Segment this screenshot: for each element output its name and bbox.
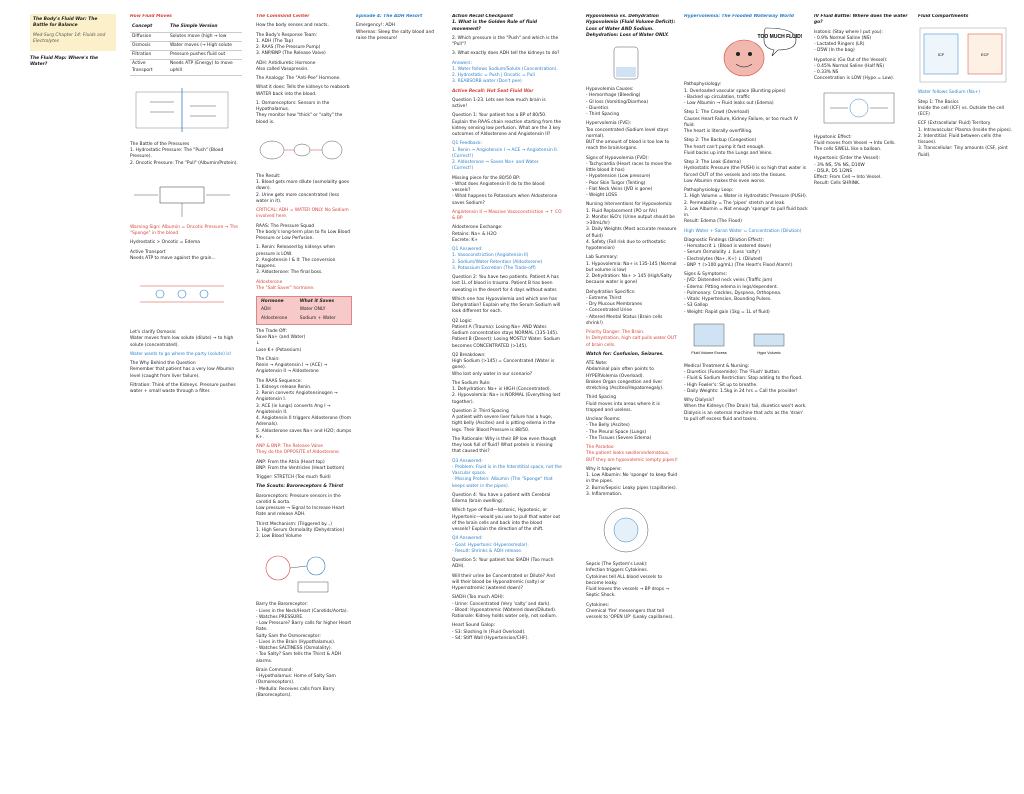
note-text: 1. Osmoreceptors: Sensors in the Hypothalamus. They monitor how "thick" or "salty" the blood is. xyxy=(256,100,343,125)
note-text: Barry the Baroreceptor: - Lives in the Neck/Heart (Carotids/Aorta). - Watches PRESSURE. - Low Pressure? Barry calls for higher Heart Rate. Salty Sam the Osmoreceptor: - Lives in the Brain (Hypothalamus). - Watches SALTINESS (Osmolality). - Too Salty? Sam tells the Thirst & ADH alarms. xyxy=(256,602,352,664)
section-heading: Active Recall: Hot Seat Fluid War xyxy=(452,88,534,94)
note-text: Will their urine be Concentrated or Dilute? And will their blood be Hyponatremic (salty) or Hypernatremic (watered down)? xyxy=(452,573,555,591)
column-hypervolemia xyxy=(684,14,808,794)
note-text: Warning Sign: Albumin = Oncotic Pressure → The "Sponge" in the blood xyxy=(130,224,238,236)
note-text: 2. Which pressure is the "Push" and which is the "Pull"? xyxy=(452,35,559,47)
note-text: The RAAS Sequence: 1. Kidneys release Renin. 2. Renin converts Angiotensinogen → Angiotensin I. 3. ACE (in lungs) converts Ang I → Angiotensin II. 4. Angiotensin II triggers Aldosterone (from Adrenals). 5. Aldosterone saves Na+ and H2O; dumps K+. xyxy=(256,378,352,440)
note-text: Action Recall Checkpoint 1. What is the Golden Rule of fluid movement? xyxy=(452,14,538,32)
note-text: Watch for: Confusion, Seizures. xyxy=(586,351,664,357)
note-text: The Rationale: Why is their BP low even though they look full of fluid? What protein is missing that caused this? xyxy=(452,436,557,455)
note-text: Hydrostatic > Oncotic = Edema xyxy=(130,240,201,246)
note-text: Brain Command: - Hypothalamus: Home of Salty Sam (Osmoreceptors). - Medulla: Receives calls from Barry (Baroreceptors). xyxy=(256,667,336,698)
section-heading: IV Fluid Battle: Where does the water go? xyxy=(814,14,908,26)
hypovolemia-sketch xyxy=(586,43,666,83)
column-title xyxy=(30,14,116,794)
table-cell: Diffusion xyxy=(130,32,168,41)
note-text: ECF (Extracellular Fluid) Territory 1. Intravascular: Plasma (Inside the pipes). 2. Interstitial: Fluid between cells (the tissues). 3. Transcellular: Tiny amounts (CSF, joint fluid). xyxy=(918,121,1013,158)
table-row xyxy=(130,60,242,76)
table-header-cell: Concept xyxy=(130,23,168,32)
note-text: Angiotensin II → Massive Vasoconstriction → ↑ CO & BP xyxy=(452,209,562,221)
note-text: ATE Note: Abdominal pain often points to HYPERVolemia (Overload). Broken Organ congestion and liver stretching (Ascites/Hepatomegaly). xyxy=(586,361,664,391)
note-text: Water wants to go where the party (solute) is! xyxy=(130,351,232,357)
column-hypovolemia xyxy=(586,14,678,794)
section-heading: The Fluid Map: Where's the Water? xyxy=(30,56,98,68)
note-text: The Result: 1. Blood gets more dilute (osmolality goes down). 2. Urine gets more concentrated (less water in it). xyxy=(256,173,350,204)
third-spacing-sketch xyxy=(586,502,666,558)
note-text: Active Transport Needs ATP to move against the grain... xyxy=(130,249,216,261)
figure-label: Fluid Volume Excess xyxy=(691,350,727,355)
table-row xyxy=(259,315,349,323)
note-text: The Trade Off: Save Na+ (and Water) ↓ Lose K+ (Potassium) xyxy=(256,328,306,353)
note-text: Why it happens: 1. Low Albumin: No 'sponge' to keep fluid in the pipes. 2. Burns/Sepsis: Leaky pipes (capillaries). 3. Inflammation. xyxy=(586,466,678,497)
note-text: Nursing Interventions for Hypovolemia: 1. Fluid Replacement (PO or IVs) 2. Monitor I&O's (Urine output should be >30mL/hr) 3. Daily Weights (Most accurate measure of fluid) 4. Safety (Fall risk due to orthostatic hypotension) xyxy=(586,202,677,251)
table-cell: Solutes move (high → low xyxy=(168,32,242,41)
note-text: ADH: Antidiuretic Hormone Also called Vasopressin. xyxy=(256,60,316,72)
pressure-sketch xyxy=(130,171,234,221)
note-text: The Scouts: Baroreceptors & Thirst xyxy=(256,484,344,490)
note-text: RAAS: The Pressure Squad The body's long-term plan to fix Low Blood Pressure or Low Perfusion. xyxy=(256,223,351,241)
flood-character-illustration xyxy=(684,24,802,78)
note-text: Question 3: Third Spacing A patient with severe liver failure has a huge, tight belly (Ascites) and is pitting edema in the legs. Their Blood Pressure is 88/50. xyxy=(452,408,556,433)
section-heading: How Fluid Moves xyxy=(130,14,172,19)
page-subtitle: Med-Surg Chapter 14: Fluids and Electrolytes xyxy=(33,32,106,44)
column-iv-fluids xyxy=(814,14,912,794)
section-heading: The Command Center xyxy=(256,14,310,19)
note-text: Question 4: You have a patient with Cerebral Edema (brain swelling). xyxy=(452,492,551,504)
table-header-row xyxy=(130,23,242,32)
note-text: Aldosterone The "Salt Saver" hormone. xyxy=(256,279,315,291)
note-text: Step 1: The Basics Inside the cell (ICF) vs. Outside the cell (ECF) xyxy=(918,99,1004,117)
note-text: Pathophysiology: 1. Overloaded vascular space (Bursting pipes) - Backed up circulation, traffic - Low Albumin → Fluid leaks out (Edema) xyxy=(684,82,786,106)
note-text: How the body senses and reacts. xyxy=(256,23,329,29)
note-text: ANP: From the Atria (Heart top) BNP: From the Ventricles (Heart bottom) xyxy=(256,459,345,471)
column-adh-resort xyxy=(356,14,442,794)
baroreceptor-sketch xyxy=(256,544,346,598)
table-row xyxy=(130,32,242,41)
page-title: The Body's Fluid War: The Battle for Balance xyxy=(33,17,98,29)
column-fluid-compartments xyxy=(918,14,1014,794)
concept-table xyxy=(130,23,242,76)
hormone-table xyxy=(256,296,352,325)
title-box xyxy=(30,14,116,51)
volume-comparison-sketch xyxy=(684,320,802,360)
table-header-row xyxy=(259,298,349,306)
note-text: Step 3: The Leak (Edema) Hydrostatic Pressure (the PUSH) is so high that water is forced OUT of the vessels and into the tissues. Low Albumin makes this even worse. xyxy=(684,160,807,184)
note-text: The Battle of the Pressures 1. Hydrostatic Pressure: The "Push" (Blood Pressure). 2. Oncotic Pressure: The "Pull" (Albumin/Protein). xyxy=(130,141,238,166)
note-text: Unclear Rooms: - The Belly (Ascites) - The Pleural Space (Lungs) - The Tissues (Severe Edema) xyxy=(586,417,652,441)
note-text: Dehydration Specifics: - Extreme Thirst - Dry Mucous Membranes - Concentrated Urine - Altered Mental Status (Brain cells shrink!) xyxy=(586,289,663,326)
adh-flow-sketch xyxy=(256,130,346,170)
table-cell: ADH xyxy=(261,307,271,313)
section-heading: Hypervolemia: The Flooded Waterway World xyxy=(684,14,794,19)
note-text: Q1 Feedback: 1. Renin → Angiotensin I → ACE → Angiotensin II. (Correct!) 2. Aldosterone → Saves Na+ and Water. (Correct!) xyxy=(452,141,559,172)
note-text: High Water + Saran Water = Concentration (Dilution) xyxy=(684,228,802,234)
note-text: The Why Behind the Question Remember that patient has a very low Albumin level (caught from liver failure). xyxy=(130,361,235,379)
table-cell: Aldosterone xyxy=(261,315,288,321)
note-text: Hypovolemia Causes: - Hemorrhage (Bleeding) - GI loss (Vomiting/Diarrhea) - Diuretics - Third Spacing xyxy=(586,87,649,117)
table-cell: Filtration xyxy=(130,51,168,60)
note-text: 3. What exactly does ADH tell the kidneys to do? xyxy=(452,51,560,57)
note-text: Hypervolemia (FVE): Too concentrated (Sodium level stays normal). BUT the amount of blood is too low to reach the brain/organs. xyxy=(586,121,670,152)
note-text: Priority Danger: The Brain. In Dehydration, high salt pulls water OUT of brain cells. xyxy=(586,330,677,348)
section-heading: Fluid Compartments xyxy=(918,14,969,19)
note-text: Step 2: The Backup (Congestion) The heart can't pump it fast enough. Fluid backs up into the Lungs and Veins. xyxy=(684,138,773,156)
note-text: Which type of fluid—Isotonic, Hypotonic, or Hypertonic—would you use to pull that water out of the brain cells and back into the blood vessels? Explain the direction of the shift. xyxy=(452,508,561,532)
note-text: Question 1: Your patient has a BP of 80/50. Explain the RAAS chain reaction starting from the kidney sensing low perfusion. What are the 3 key outcomes of Aldosterone and Angiotensin II? xyxy=(452,113,562,137)
table-cell: Active Transport xyxy=(130,60,168,76)
note-text: Q3 Answered: - Problem: Fluid is in the Interstitial space, not the Vascular space. - Missing Protein: Albumin (The "Sponge" that keeps water in the pipes). xyxy=(452,458,562,489)
figure-label: ECF xyxy=(981,52,989,58)
note-text: Signs & Symptoms: - JVD: Distended neck veins (Traffic jam) - Edema: Pitting edema in legs/dependent. - Pulmonary: Crackles, Dyspnea, Orthopnea. - Vitals: Hypertension, Bounding Pulses. - S3 Gallop - Weight: Rapid gain (1kg = 1L of fluid) xyxy=(684,272,782,315)
column-fluid-movement xyxy=(130,14,242,794)
iv-fluid-shift-sketch xyxy=(814,87,904,131)
note-text: Sepsis (The System's Leak): Infection triggers Cytokines. Cytokines tell ALL blood vessels to become leaky. Fluid leaves the vessels → BP drops → Septic Shock. xyxy=(586,562,670,599)
table-header-cell: The Simple Version xyxy=(168,23,242,32)
column-active-recall xyxy=(452,14,562,794)
table-header-cell: What it Saves xyxy=(299,299,335,304)
note-text: Q1 Answered: 1. Vasoconstriction (Angiotensin II) 2. Sodium/Water Retention (Aldosterone) 3. Potassium Excretion (The Trade-off) xyxy=(452,247,543,271)
note-text: Lab Summary: 1. Hypovolemia: Na+ is 135-145 (Normal but volume is low) 2. Dehydration: Na+ > 145 (High/Salty because water is gone) xyxy=(586,255,677,286)
table-cell: Sodium + Water xyxy=(299,315,336,321)
note-text: Trigger: STRETCH (Too much fluid) xyxy=(256,475,331,480)
note-text: Question 5: Your patient has SIADH (Too much ADH). xyxy=(452,558,554,570)
note-text: Water follows Sodium (Na+) xyxy=(918,90,981,96)
column-command-center xyxy=(256,14,352,794)
note-text: Diagnostic Findings (Dilution Effect): - Hematocrit ↓ (Blood is watered down) - Serum Osmolality ↓ (Less 'salty') - Electrolytes (Na+, K+) ↓ (Diluted) - BNP ↑ (>100 pg/mL) (The Heart's Flood Alarm!) xyxy=(684,237,793,268)
note-text: What it does: Tells the kidneys to reabsorb WATER back into the blood. xyxy=(256,85,350,97)
note-text: Thirst Mechanism: (Triggered by...) 1. High Serum Osmolality (Dehydration) 2. Low Blood Volume xyxy=(256,521,345,539)
note-text: Step 1: The Crowd (Overload) Causes Heart Failure, Kidney Failure, or too much IV fluid. The heart is literally overfilling. xyxy=(684,110,798,134)
compartments-diagram xyxy=(918,24,1008,86)
note-text: Medical Treatment & Nursing: - Diuretics (Furosemide): The 'Flush' button. - Fluid & Sodium Restriction: Stop adding to the flood. - High Fowler's: Sit up to breathe. - Daily Weights: 1.5kg in 24 hrs = Call the provider! xyxy=(684,363,803,394)
note-text: Which one has Hypovolemia and which one has Dehydration? Explain why the Serum Sodium will look different for each. xyxy=(452,296,561,315)
table-row xyxy=(130,51,242,60)
note-text: The Analogy: The "Anti-Pee" Hormone. xyxy=(256,76,341,81)
note-text: Q2 Logic: Patient A (Trauma): Losing Na+ AND Water. Sodium concentration stays NORMAL (135-145). Patient B (Desert): Losing MOSTLY Water. Sodium becomes CONCENTRATED (>145). xyxy=(452,318,561,349)
note-text: Aldosterone Exchange: Retains: Na+ & H2O Excrete: K+ xyxy=(452,225,503,243)
note-text: Let's clarify Osmosis: Water moves from low solute (dilute) → to high solute (concentrated). xyxy=(130,330,234,348)
note-text: Missing piece for the 80/50 BP: - What does Angiotensin II do to the blood vessels? - What happens to Potassium when Aldosterone saves Sodium? xyxy=(452,175,558,206)
note-text: Baroreceptors: Pressure sensors in the carotid & aorta. Low pressure → Signal to Increase Heart Rate and release ADH. xyxy=(256,493,345,518)
note-text: The Paradox: The patient looks swollen/edematous, BUT they are hypovolemic (empty pipes)! xyxy=(586,445,678,463)
note-text: Question 2: You have two patients. Patient A has lost 1L of blood in trauma. Patient B has been sweating in the desert for 4 days without water. xyxy=(452,275,559,293)
note-text: Cytokines: Chemical 'fire' messengers that tell vessels to 'OPEN UP' (Leaky capillaries). xyxy=(586,602,674,620)
note-text: Third Spacing Fluid moves into areas where it is trapped and useless. xyxy=(586,395,660,413)
table-cell: Osmosis xyxy=(130,41,168,50)
note-text: Why Dialysis? When the Kidneys (The Drain) fail, diuretics won't work. Dialysis is an external machine that acts as the 'drain' to pull off excess fluid and toxins. xyxy=(684,398,807,422)
figure-label: Hypo Volumic xyxy=(757,350,781,355)
section-heading: Episode 4: The ADH Resort xyxy=(356,14,423,19)
note-text: Hypotonic Effect: Fluid moves from Vessel → Into Cells. The cells SWELL like a balloon. xyxy=(814,134,896,152)
note-text: Filtration: Think of the Kidneys. Pressure pushes water + small waste through a filter. xyxy=(130,382,236,394)
table-cell: Water ONLY xyxy=(299,307,326,313)
note-text: Q4 Answered: - Goal: Hypertonic (Hyperosmolar). - Result: Shrinks & ADH release. xyxy=(452,536,529,554)
note-text: Q2 Breakdown: High Sodium (>145) = Concentrated (Water is gone). Who lost only water in our scenario? xyxy=(452,352,555,377)
figure-label: ICF xyxy=(937,52,945,58)
note-text: Pathophysiology Loop: 1. High Volume = Water in Hydrostatic Pressure (PUSH). 2. Permeability = The 'pipes' stretch and leak. 3. Low Albumin = Not enough 'sponge' to pull fluid back in. Result: Edema (The Flood) xyxy=(684,188,808,225)
note-text: The Sodium Rule: 1. Dehydration: Na+ is HIGH (Concentrated). 2. Hypovolemia: Na+ is NORMAL (Everything lost together). xyxy=(452,380,561,405)
capillary-sketch xyxy=(130,82,234,138)
note-text: Signs of Hypovolemia (FVD): - Tachycardia (Heart races to move the little blood it has) - Hypotension (Low pressure) - Poor Skin Turgor (Tenting) - Flat Neck Veins (JVD is gone) - Weight LOSS xyxy=(586,155,672,198)
table-cell: Needs ATP (Energy) to move uphill xyxy=(168,60,242,76)
table-cell: Water moves (→ High solute xyxy=(168,41,242,50)
note-text: ANP & BNP: The Release Valve They do the OPPOSITE of Aldosterone. xyxy=(256,444,341,456)
speech-bubble-text: TOO MUCH FLUID! xyxy=(757,34,802,41)
note-text: The Chain: Renin → Angiotensin I → (ACE) → Angiotensin II → Aldosterone xyxy=(256,356,328,375)
note-text: Isotonic (Stay where I put you): - 0.9% Normal Saline (NS) - Lactated Ringers (LR) - D5W (In the bag) xyxy=(814,29,883,54)
note-text: Emergency!: ADH Whereas: Sleep the salty blood and raise the pressure! xyxy=(356,23,435,41)
note-text: Answers: 1. Water follows Sodium/Solute (Concentration). 2. Hydrostatic = Push | Oncotic = Pull 3. REABSORB water (Don't pee) xyxy=(452,60,558,85)
table-cell: Pressure pushes fluid out xyxy=(168,51,242,60)
note-text: Hypovolemia vs. Dehydration Hypovolemia (Fluid Volume Deficit): Loss of Water AND Sodium. Dehydration: Loss of Water ONLY. xyxy=(586,14,676,38)
note-text: SIADH (Too much ADH): - Urine: Concentrated (Very 'salty' and dark). - Blood: Hyponatremic (Watered down/Diluted). Rationale: Kidney holds water only, not sodium. xyxy=(452,595,558,619)
note-text: Question 1-23. Lets see how much brain is active! xyxy=(452,97,546,109)
active-transport-sketch xyxy=(130,266,234,326)
note-text: 1. Renin: Released by kidneys when pressure is LOW. 2. Angiotensin I & II: The conversion happens. 3. Aldosterone: The final boss. xyxy=(256,245,336,276)
table-header-cell: Hormone xyxy=(261,299,284,304)
table-row xyxy=(130,41,242,50)
note-text: Heart Sound Galop: - S3: Sloshing In (Fluid Overload). - S4: Stiff Wall (Hypertension/CHF). xyxy=(452,623,529,641)
note-text: CRITICAL: ADH = WATER ONLY. No Sodium involved here. xyxy=(256,208,349,220)
note-text: Hypertonic (Enter the Vessel): - 3% NS, 5% NS, D10W - D5LR, D5 1/2NS Effect: From Cell → Into Vessel. Result: Cells SHRINK. xyxy=(814,156,882,187)
table-row xyxy=(259,306,349,314)
note-text: The Body's Response Team: 1. ADH (The Tap) 2. RAAS (The Pressure Pump) 3. ANP/BNP (The Release Valve) xyxy=(256,32,326,57)
note-text: Hypotonic (Go Out of the Vessel): - 0.45% Normal Saline (Half NS) - 0.33% NS Concentration is LOW (Hypo = Low). xyxy=(814,57,895,82)
